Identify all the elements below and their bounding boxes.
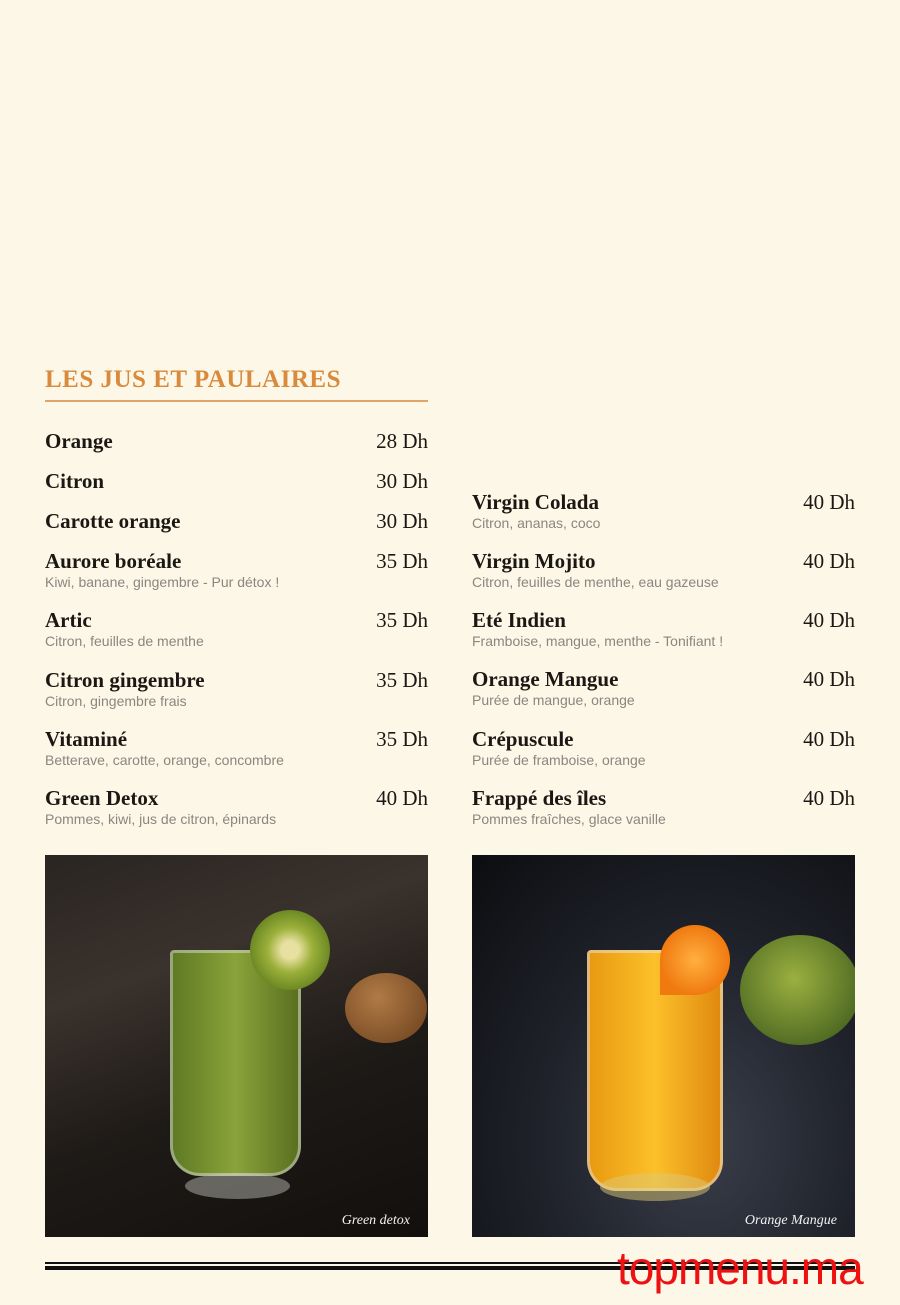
item-price: 40 Dh	[803, 608, 855, 632]
item-price: 28 Dh	[376, 429, 428, 453]
item-description: Citron, feuilles de menthe, eau gazeuse	[472, 574, 719, 590]
orange-slice-image	[660, 925, 730, 995]
photo-green-detox	[45, 855, 428, 1237]
item-name: Frappé des îles	[472, 786, 607, 810]
item-price: 40 Dh	[803, 490, 855, 514]
item-price: 40 Dh	[803, 667, 855, 691]
item-name: Artic	[45, 608, 92, 632]
photo-caption: Orange Mangue	[744, 1213, 837, 1228]
item-name: Carotte orange	[45, 509, 181, 533]
item-description: Kiwi, banane, gingembre - Pur détox !	[45, 574, 280, 590]
glass-base-image	[600, 1173, 710, 1201]
item-description: Citron, ananas, coco	[472, 515, 601, 531]
kiwi-slice-image	[250, 910, 330, 990]
section-title: LES JUS ET PAULAIRES	[45, 366, 341, 393]
item-price: 40 Dh	[803, 786, 855, 810]
item-description: Purée de framboise, orange	[472, 752, 646, 768]
watermark: topmenu.ma	[617, 1242, 863, 1294]
photo-orange-mangue	[472, 855, 855, 1237]
item-price: 40 Dh	[803, 727, 855, 751]
item-name: Vitaminé	[45, 727, 128, 751]
title-divider	[45, 400, 428, 402]
item-price: 35 Dh	[376, 608, 428, 632]
item-price: 30 Dh	[376, 469, 428, 493]
item-name: Aurore boréale	[45, 549, 182, 573]
photo-caption: Green detox	[341, 1213, 410, 1228]
item-name: Citron gingembre	[45, 668, 205, 692]
item-description: Citron, feuilles de menthe	[45, 633, 204, 649]
item-name: Green Detox	[45, 786, 159, 810]
item-description: Betterave, carotte, orange, concombre	[45, 752, 284, 768]
item-price: 35 Dh	[376, 668, 428, 692]
mango-image	[740, 935, 855, 1045]
item-name: Citron	[45, 469, 105, 493]
item-price: 35 Dh	[376, 727, 428, 751]
item-price: 30 Dh	[376, 509, 428, 533]
item-description: Pommes, kiwi, jus de citron, épinards	[45, 811, 277, 827]
item-name: Virgin Mojito	[472, 549, 596, 573]
item-description: Purée de mangue, orange	[472, 692, 635, 708]
item-name: Crépuscule	[472, 727, 574, 751]
item-price: 40 Dh	[376, 786, 428, 810]
item-name: Eté Indien	[472, 608, 566, 632]
kiwi-image	[345, 973, 427, 1043]
item-price: 35 Dh	[376, 549, 428, 573]
item-description: Pommes fraîches, glace vanille	[472, 811, 666, 827]
item-description: Framboise, mangue, menthe - Tonifiant !	[472, 633, 724, 649]
item-price: 40 Dh	[803, 549, 855, 573]
item-description: Citron, gingembre frais	[45, 693, 187, 709]
item-name: Virgin Colada	[472, 490, 599, 514]
item-name: Orange Mangue	[472, 667, 619, 691]
item-name: Orange	[45, 429, 113, 453]
glass-base-image	[185, 1173, 290, 1199]
